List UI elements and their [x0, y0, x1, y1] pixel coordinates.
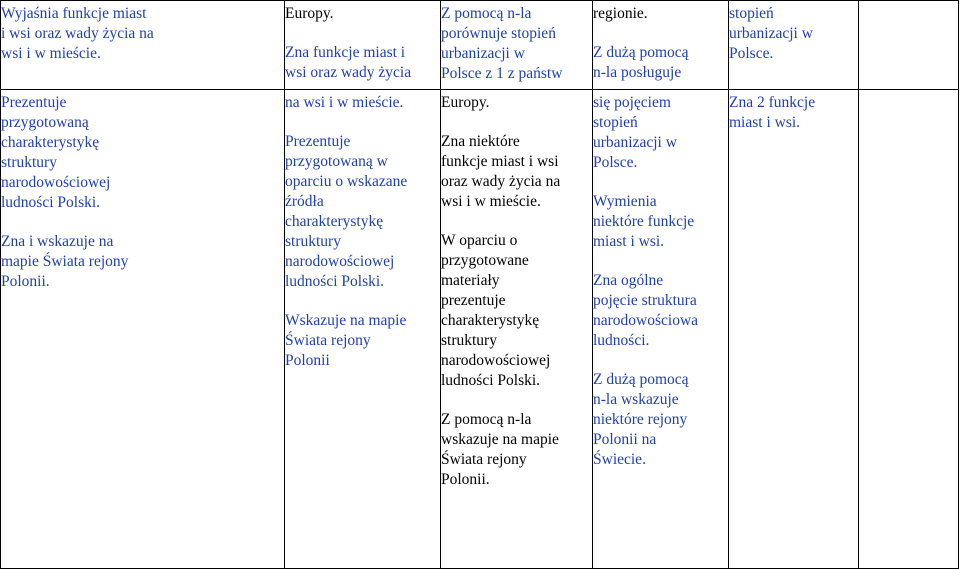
table-cell — [593, 1, 729, 90]
table-cell — [1, 1, 285, 90]
table-cell — [285, 90, 441, 569]
table-cell — [859, 90, 959, 569]
cell-paragraph: Z dużą pomocą n-la posługuje — [593, 44, 689, 81]
table-cell — [593, 90, 729, 569]
cell-paragraph: regionie. — [593, 5, 648, 22]
cell-paragraph: Europy. — [285, 5, 334, 22]
table-cell — [441, 90, 593, 569]
cell-paragraph: Z dużą pomocą n-la wskazuje niektóre rejony Polonii na Świecie. — [593, 371, 689, 468]
cell-paragraph: Z pomocą n-la porównuje stopień urbanizacji w Polsce z 1 z państw — [441, 5, 563, 82]
table-cell — [285, 1, 441, 90]
cell-paragraph: Zna niektóre funkcje miast i wsi oraz wady życia na wsi i w mieście. — [441, 133, 561, 210]
cell-paragraph: Wskazuje na mapie Świata rejony Polonii — [285, 312, 407, 369]
cell-paragraph: Wymienia niektóre funkcje miast i wsi. — [593, 193, 695, 250]
table-row — [1, 1, 959, 90]
cell-paragraph: Prezentuje przygotowaną charakterystykę struktury narodowościowej ludności Polski. — [1, 94, 111, 211]
cell-paragraph: Zna 2 funkcje miast i wsi. — [729, 94, 816, 131]
cell-paragraph: na wsi i w mieście. — [285, 94, 404, 111]
cell-paragraph: Prezentuje przygotowaną w oparciu o wskazane źródła charakterystykę struktury narodowościowej ludności Polski. — [285, 133, 408, 290]
table-cell — [441, 1, 593, 90]
cell-paragraph: Europy. — [441, 94, 490, 111]
cell-paragraph: Wyjaśnia funkcje miast i wsi oraz wady życia na wsi i w mieście. — [1, 5, 154, 62]
table-cell — [729, 1, 859, 90]
table-cell — [729, 90, 859, 569]
cell-paragraph: się pojęciem stopień urbanizacji w Polsce. — [593, 94, 677, 171]
cell-paragraph: stopień urbanizacji w Polsce. — [729, 5, 813, 62]
table-row — [1, 90, 959, 569]
table-cell — [1, 90, 285, 569]
cell-paragraph: W oparciu o przygotowane materiały prezentuje charakterystykę struktury narodowościowej ludności Polski. — [441, 232, 551, 389]
cell-paragraph: Zna ogólne pojęcie struktura narodowościowa ludności. — [593, 272, 699, 349]
table-cell — [859, 1, 959, 90]
cell-paragraph: Z pomocą n-la wskazuje na mapie Świata rejony Polonii. — [441, 411, 559, 488]
cell-paragraph: Zna i wskazuje na mapie Świata rejony Polonii. — [1, 233, 129, 290]
cell-paragraph: Zna funkcje miast i wsi oraz wady życia — [285, 44, 412, 81]
